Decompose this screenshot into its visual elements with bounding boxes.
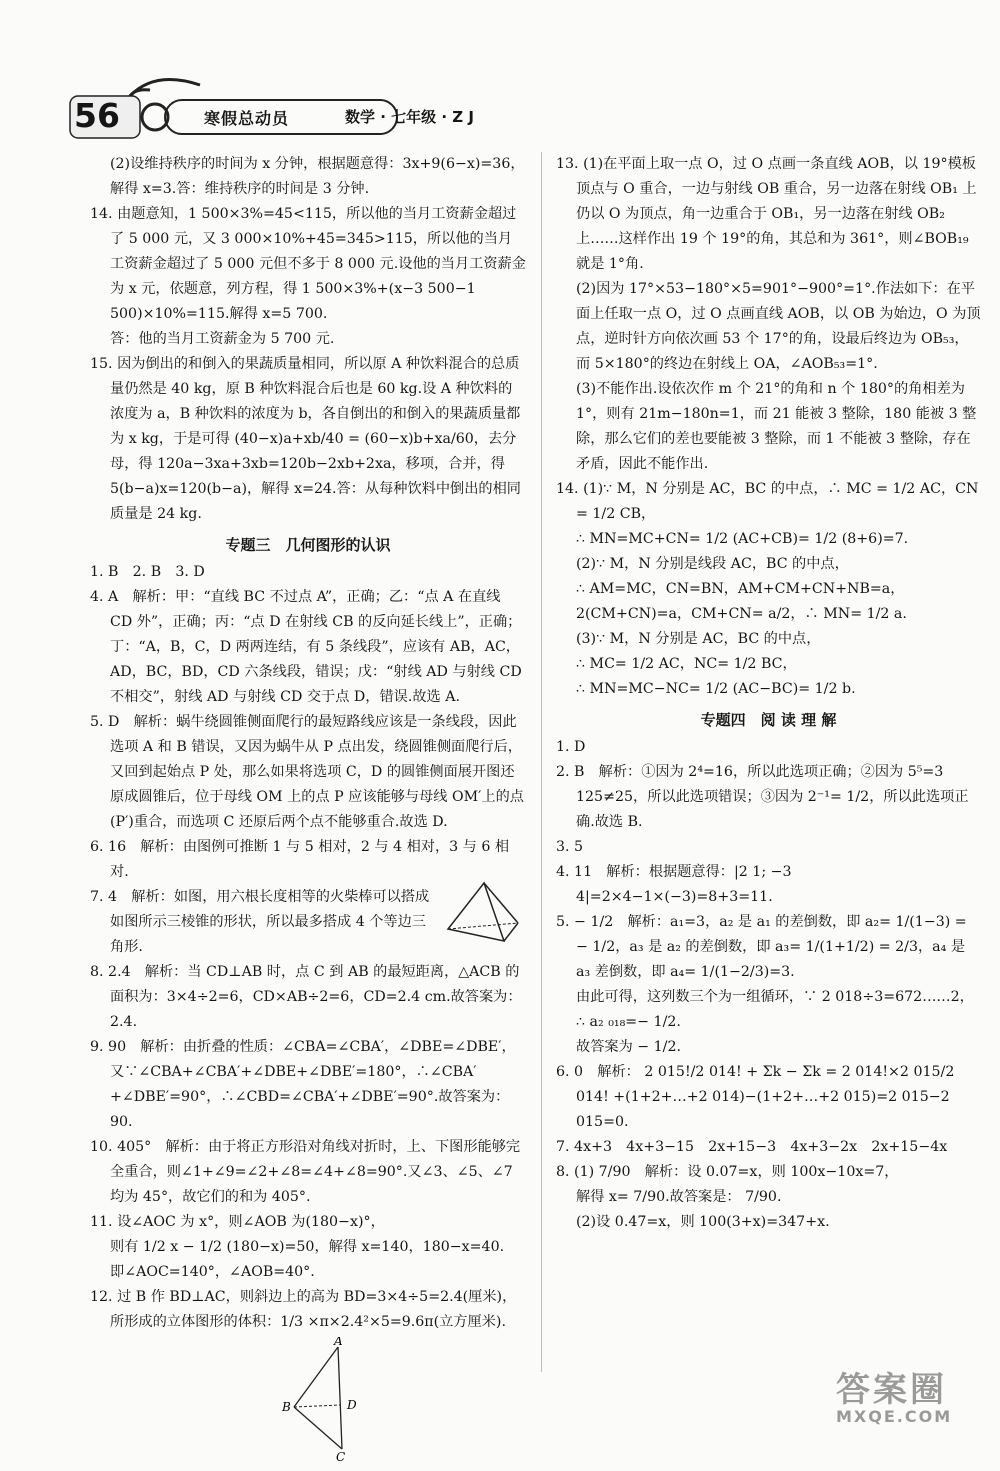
section-title-3: 专题三 几何图形的认识 [225, 536, 391, 554]
answer-10: 10. 405° 解析：由于将正方形沿对角线对折时，上、下图形能够完全重合，则∠1+∠9=∠2+∠8=∠4+∠8=90°.又∠3、∠5、∠7 均为 45°，故它们的和为 405°. [90, 1139, 521, 1205]
vertex-label-a: A [334, 1337, 343, 1348]
answer-6: 6. 16 解析：由图例可推断 1 与 5 相对，2 与 4 相对，3 与 6 相对. [90, 839, 510, 880]
answer-14: 14. 由题意知，1 500×3%=45<115，所以他的当月工资薪金超过了 5 000 元，又 3 000×10%+45=345>115，所以他的当月工资薪金超过了 5 000 元但不多于 8 000 元.设他的当月工资薪金为 x 元，依题意，列方程，得 1 500×3%+(x−3 500−1 500)×10%=115.解得 x=5 700. [90, 206, 526, 322]
answer-7-block [90, 885, 526, 960]
left-column [90, 152, 526, 1471]
r-answer-8-1-result: 解得 x= 7/90.故答案是： 7/90. [576, 1189, 782, 1205]
vertex-label-d: D [347, 1398, 357, 1412]
answer-14-2-eq2: 2(CM+CN)=a，CM+CN= a/2，∴ MN= 1/2 a. [576, 606, 907, 622]
subject-label: 数学 · 七年级 · Z J [345, 108, 474, 126]
answer-14-3-eq1: ∴ MC= 1/2 AC，NC= 1/2 BC， [576, 656, 797, 672]
answers-1-3: 1. B 2. B 3. D [90, 564, 205, 580]
answer-14-conclusion: 答：他的当月工资薪金为 5 700 元. [110, 331, 335, 347]
page-number: 56 [74, 96, 120, 135]
answer-12: 12. 过 B 作 BD⊥AC，则斜边上的高为 BD=3×4÷5=2.4(厘米)，所形成的立体图形的体积：1/3 ×π×2.4²×5=9.6π(立方厘米). [90, 1289, 517, 1330]
answer-11: 11. 设∠AOC 为 x°，则∠AOB 为(180−x)°， [90, 1214, 385, 1230]
r-answer-8-2: (2)设 0.4̇7̇=x，则 100(3+x)=347+x. [576, 1214, 830, 1230]
right-column [556, 152, 981, 1235]
answer-15: 15. 因为倒出的和倒入的果蔬质量相同，所以原 A 种饮料混合的总质量仍然是 40 kg，原 B 种饮料混合后也是 60 kg.设 A 种饮料的浓度为 a，B 种饮料的浓度为 b，各自倒出的和倒入的果蔬质量都为 x kg，于是可得 (40−x)a+xb/40 = (60−x)b+xa/60，去分母，得 120a−3xa+3xb=120b−2xb+2xa，移项，合并，得5(b−a)x=120(b−a)，解得 x=24.答：从每种饮料中倒出的相同质量是 24 kg. [90, 356, 521, 522]
r-answer-4: 4. 11 解析：根据题意得：|2 1; −3 4|=2×4−1×(−3)=8+3=11. [556, 864, 792, 905]
watermark-url: MXQE.COM [836, 1407, 953, 1426]
r-answer-6: 6. 0 解析： 2 015!/2 014! + Σk − Σk = 2 014!×2 015/2 014! +(1+2+…+2 014)−(1+2+…+2 015)=2 015−2 015=0. [556, 1064, 955, 1130]
answer-14-2-eq1: ∴ AM=MC，CN=BN，AM+CM+CN+NB=a， [576, 581, 905, 597]
answer-5: 5. D 解析：蜗牛绕圆锥侧面爬行的最短路线应该是一条线段，因此选项 A 和 B 错误，又因为蜗牛从 P 点出发，绕圆锥侧面爬行后，又回到起始点 P 处，那么如果将选项 C，D 的圆锥侧面展开图还原成圆锥后，位于母线 OM 上的点 P 应该能够与母线 OM′上的点(P′)重合，而选项 C 还原后两个点不能够重合.故选 D. [90, 714, 524, 830]
triangle-figure [280, 1337, 400, 1462]
r-answer-3: 3. 5 [556, 839, 584, 855]
answer-11-result: 即∠AOC=140°，∠AOB=40°. [110, 1264, 315, 1280]
r-answer-7: 7. 4x+3 4x+3−15 2x+15−3 4x+3−2x 2x+15−4x [556, 1139, 948, 1155]
answer-14-3-eq2: ∴ MN=MC−NC= 1/2 (AC−BC)= 1/2 b. [576, 681, 856, 697]
answer-9: 9. 90 解析：由折叠的性质：∠CBA=∠CBA′，∠DBE=∠DBE′，又∵∠CBA+∠CBA′+∠DBE+∠DBE′=180°，∴∠CBA′+∠DBE′=90°，∴∠CBD=∠CBA′+∠DBE′=90°.故答案为：90. [90, 1039, 516, 1130]
answer-13-1: 13. (1)在平面上取一点 O，过 O 点画一条直线 AOB，以 19°模板顶点与 O 重合，一边与射线 OB 重合，另一边落在射线 OB₁ 上仍以 O 为顶点，角一边重合于 OB₁，另一边落在射线 OB₂ 上……这样作出 19 个 19°的角，其总和为 361°，则∠BOB₁₉ 就是 1°角. [556, 156, 977, 272]
page-header [0, 0, 1000, 150]
answer-14-1-mn: ∴ MN=MC+CN= 1/2 (AC+CB)= 1/2 (8+6)=7. [576, 531, 909, 547]
answer-14-1: 14. (1)∵ M，N 分别是 AC，BC 的中点，∴ MC = 1/2 AC，CN = 1/2 CB， [556, 481, 979, 522]
answer-11-eq: 则有 1/2 x − 1/2 (180−x)=50，解得 x=140，180−x=40. [110, 1239, 505, 1255]
watermark-title: 答案圈 [836, 1370, 947, 1410]
answer-13-2: (2)设维持秩序的时间为 x 分钟，根据题意得：3x+9(6−x)=36，解得 x=3.答：维持秩序的时间是 3 分钟. [110, 156, 525, 197]
r-answer-5-answer: 故答案为 − 1/2. [576, 1039, 682, 1055]
answer-14-3: (3)∵ M，N 分别是 AC，BC 的中点， [576, 631, 821, 647]
answer-4: 4. A 解析：甲：“直线 BC 不过点 A”，正确；乙：“点 A 在直线 CD 外”，正确；丙：“点 D 在射线 CB 的反向延长线上”，正确；丁：“A，B，C，D 两两连结，有 5 条线段”，应该有 AB，AC，AD，BC，BD，CD 六条线段，错误；戊：“射线 AD 与射线 CD 不相交”，射线 AD 与射线 CD 交于点 D，错误.故选 A. [90, 589, 522, 705]
vertex-label-c: C [336, 1450, 346, 1462]
answer-13-3: (3)不能作出.设依次作 m 个 21°的角和 n 个 180°的角相差为 1°，则有 21m−180n=1，而 21 能被 3 整除，180 能被 3 整除，那么它们的差也要能被 3 整除，而 1 不能被 3 整除，存在矛盾，因此不能作出. [576, 381, 977, 472]
answer-7: 7. 4 解析：如图，用六根长度相等的火柴棒可以搭成如图所示三棱锥的形状，所以最多搭成 4 个等边三角形. [90, 889, 430, 955]
r-answer-8-1: 8. (1) 7/90 解析：设 0.07̇=x，则 100x−10x=7， [556, 1164, 899, 1180]
r-answer-1: 1. D [556, 739, 586, 755]
answer-13-2-right: (2)因为 17°×53−180°×5=901°−900°=1°.作法如下：在平面上任取一点 O，过 O 点画直线 AOB，以 OB 为始边，O 为顶点，逆时针方向依次画 53 个 17°的角，设最后终边为 OB₅₃，而 5×180°的终边在射线上 OA，∠AOB₅₃=1°. [576, 281, 981, 372]
vertex-label-b: B [282, 1400, 291, 1414]
pyramid-figure [442, 879, 522, 945]
r-answer-5-cycle: 由此可得，这列数三个为一组循环，∵ 2 018÷3=672……2， [576, 989, 974, 1005]
answer-14-2: (2)∵ M，N 分别是线段 AC，BC 的中点， [576, 556, 849, 572]
r-answer-2: 2. B 解析：①因为 2⁴=16，所以此选项正确；②因为 5⁵=3 125≠25，所以此选项错误；③因为 2⁻¹= 1/2，所以此选项正确.故选 B. [556, 764, 969, 830]
column-divider [541, 152, 542, 1372]
section-title-4: 专题四 阅 读 理 解 [700, 711, 837, 729]
r-answer-5: 5. − 1/2 解析：a₁=3，a₂ 是 a₁ 的差倒数，即 a₂= 1/(1−3) = − 1/2，a₃ 是 a₂ 的差倒数，即 a₃= 1/(1+1/2) = 2/3，a₄ 是 a₃ 差倒数，即 a₄= 1/(1−2/3)=3. [556, 914, 967, 980]
watermark-logo [836, 1362, 952, 1426]
book-brand: 寒假总动员 [204, 109, 290, 128]
answer-8: 8. 2.4 解析：当 CD⊥AB 时，点 C 到 AB 的最短距离，△ACB 的面积为：3×4÷2=6，CD×AB÷2=6，CD=2.4 cm.故答案为：2.4. [90, 964, 522, 1030]
r-answer-5-result: ∴ a₂ ₀₁₈=− 1/2. [576, 1014, 681, 1030]
